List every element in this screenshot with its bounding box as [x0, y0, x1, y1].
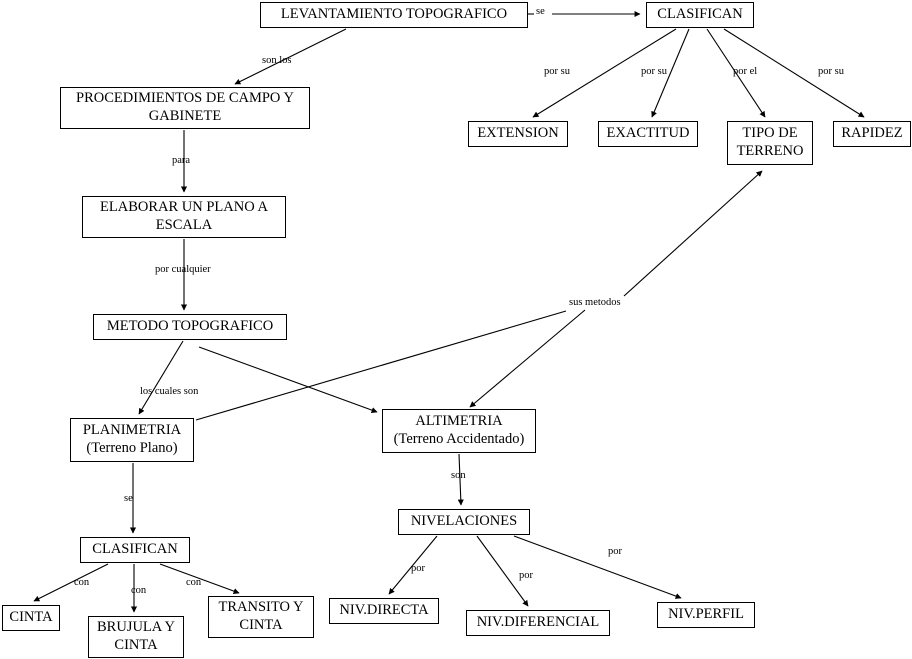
- node-label: EXACTITUD: [606, 125, 690, 142]
- edge-label-se: se: [536, 6, 545, 17]
- edge-clasifican-cinta: [34, 564, 108, 601]
- node-label-2: (Terreno Plano): [86, 440, 178, 456]
- edge-label-sus-metodos: sus metodos: [569, 297, 621, 308]
- edge-nivelaciones-niv-perfil: [514, 536, 681, 598]
- node-label: TIPO DE: [742, 125, 798, 142]
- edge-label-por-directa: por: [411, 563, 425, 574]
- edge-label-por-cualquier: por cualquier: [155, 264, 211, 275]
- node-nivelaciones[interactable]: [398, 509, 530, 535]
- edge-label-por-perfil: por: [608, 546, 622, 557]
- edge-metodo-altimetria: [199, 347, 377, 412]
- node-label: CLASIFICAN: [657, 6, 743, 23]
- node-cinta[interactable]: [2, 605, 60, 631]
- node-label-2: GABINETE: [148, 108, 222, 124]
- node-altimetria[interactable]: [382, 409, 536, 453]
- node-label: NIV.PERFIL: [668, 606, 744, 623]
- node-label: METODO TOPOGRAFICO: [106, 318, 274, 335]
- edge-label-por-el: por el: [733, 66, 758, 77]
- node-metodo-topografico[interactable]: [93, 314, 287, 340]
- node-label-2: (Terreno Accidentado): [393, 431, 525, 447]
- node-label: ELABORAR UN PLANO A: [100, 199, 268, 216]
- node-rapidez[interactable]: [833, 121, 911, 147]
- node-label: LEVANTAMIENTO TOPOGRAFICO: [280, 6, 508, 23]
- node-exactitud[interactable]: [598, 121, 698, 147]
- node-label: TRANSITO Y: [218, 599, 304, 616]
- node-label: CLASIFICAN: [92, 541, 178, 558]
- node-extension[interactable]: [468, 121, 568, 147]
- node-transito-y-cinta[interactable]: [208, 596, 314, 638]
- node-label: EXTENSION: [477, 125, 559, 142]
- node-label: CINTA: [9, 609, 53, 626]
- node-label: NIV.DIFERENCIAL: [476, 614, 600, 631]
- node-label-2: CINTA: [239, 617, 283, 633]
- node-label: NIV.DIRECTA: [339, 602, 429, 619]
- edge-label-con-cinta: con: [74, 577, 90, 588]
- node-tipo-de-terreno[interactable]: [727, 121, 813, 165]
- node-label: ALTIMETRIA: [415, 413, 503, 430]
- edge-label-por-su-exactitud: por su: [641, 66, 667, 77]
- node-label-2: CINTA: [114, 637, 158, 653]
- edge-label-se-planimetria: se: [124, 493, 133, 504]
- edge-label-por-su-extension: por su: [544, 66, 570, 77]
- node-label: PROCEDIMIENTOS DE CAMPO Y: [76, 90, 294, 107]
- edge-sus-metodos-tipo-terreno: [624, 171, 762, 296]
- edge-label-con-transito: con: [186, 577, 202, 588]
- node-levantamiento[interactable]: [260, 2, 528, 28]
- node-brujula-y-cinta[interactable]: [88, 616, 184, 658]
- node-label: NIVELACIONES: [410, 513, 518, 530]
- node-procedimientos[interactable]: [60, 87, 310, 129]
- edge-label-por-diferencial: por: [519, 570, 533, 581]
- node-clasifican-top[interactable]: [646, 2, 754, 28]
- node-label: PLANIMETRIA: [82, 422, 182, 439]
- node-label-2: ESCALA: [155, 217, 213, 233]
- edge-label-los-cuales-son: los cuales son: [140, 386, 199, 397]
- edge-sus-metodos-altimetria: [470, 310, 585, 407]
- edge-label-para: para: [172, 155, 191, 166]
- node-elaborar-plano[interactable]: [82, 196, 286, 238]
- node-label-2: TERRENO: [736, 143, 804, 159]
- edge-metodo-planimetria: [139, 341, 183, 414]
- edge-label-son: son: [451, 470, 466, 481]
- edge-label-con-brujula: con: [131, 585, 147, 596]
- node-clasifican-bottom[interactable]: [80, 537, 190, 563]
- node-niv-perfil[interactable]: [657, 602, 755, 628]
- node-niv-diferencial[interactable]: [466, 610, 610, 636]
- node-niv-directa[interactable]: [329, 598, 439, 624]
- edge-label-son-los: son los: [262, 55, 292, 66]
- node-label: BRUJULA Y: [96, 619, 175, 636]
- edge-label-por-su-rapidez: por su: [818, 66, 844, 77]
- node-planimetria[interactable]: [70, 418, 194, 462]
- node-label: RAPIDEZ: [841, 125, 903, 142]
